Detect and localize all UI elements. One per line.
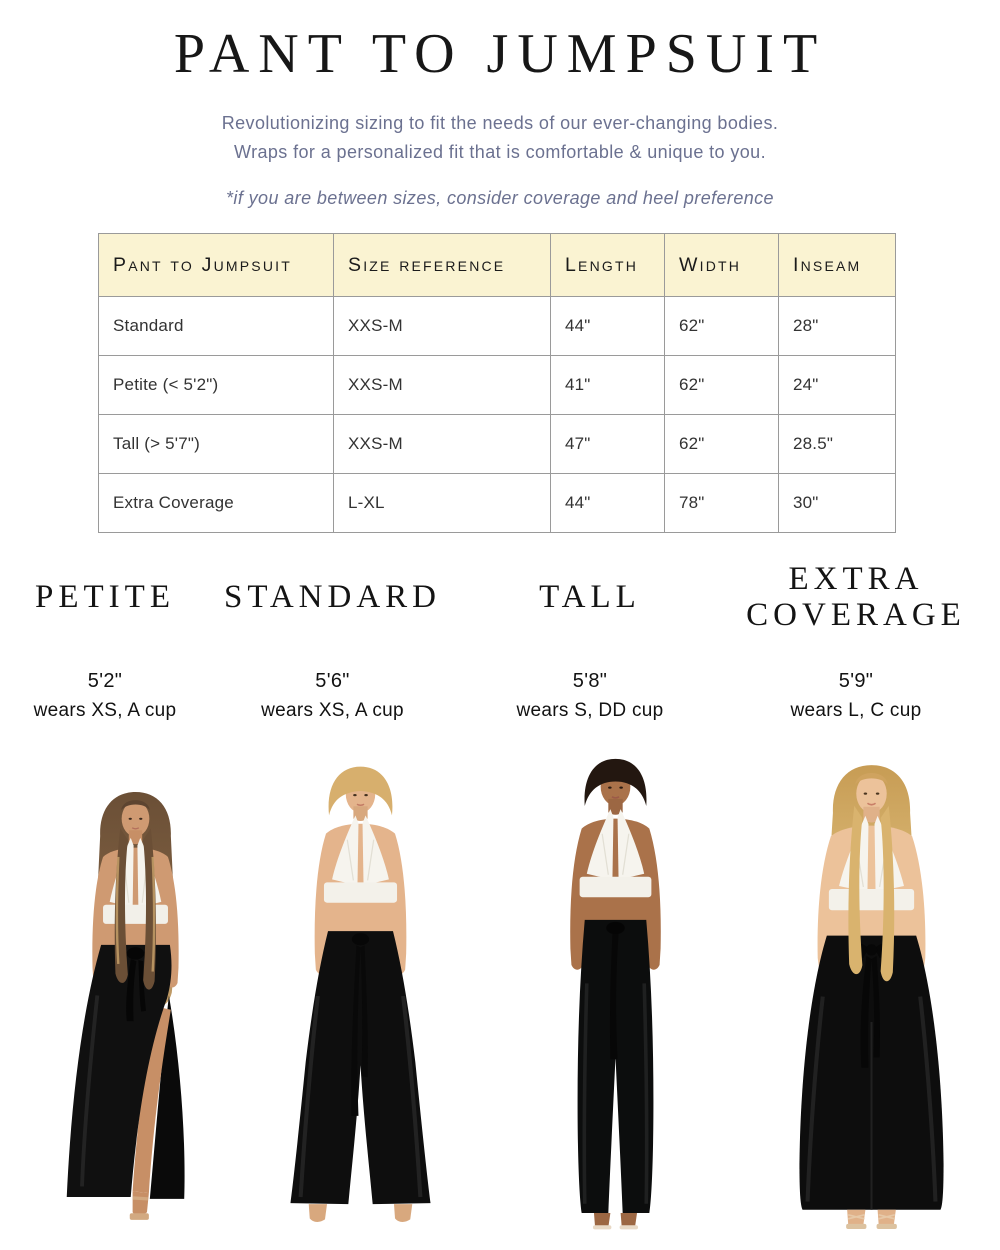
page-title: PANT TO JUMPSUIT (173, 23, 827, 85)
model-height-extra-coverage: 5'9" (838, 670, 874, 692)
table-row-tall (99, 415, 896, 474)
size-table-header-row (99, 234, 896, 297)
subtitle-line-1: Revolutionizing sizing to fit the needs of our ever-changing bodies. (221, 113, 779, 133)
cell-fit: Petite (< 5'2") (99, 356, 334, 415)
model-stats-petite (34, 670, 177, 722)
subtitle-line-2: Wraps for a personalized fit that is comfortable & unique to you. (234, 142, 766, 163)
model-photo-standard (259, 752, 462, 1230)
model-photo-petite (40, 780, 231, 1230)
halter-band (828, 889, 913, 910)
model-photo-extra-coverage (770, 753, 973, 1230)
cell-size-reference: XXS-M (334, 415, 551, 474)
cell-inseam: 24" (779, 356, 896, 415)
cell-inseam: 28.5" (779, 415, 896, 474)
eye-right (364, 794, 367, 796)
cell-width: 62" (665, 356, 779, 415)
model-stats-standard (261, 670, 404, 722)
model-height-standard: 5'6" (315, 670, 350, 692)
cell-fit: Standard (99, 297, 334, 356)
model-name-petite: PETITE (35, 579, 175, 616)
model-stats-tall (516, 670, 663, 722)
eye-right (619, 786, 622, 788)
fit-models-section (0, 548, 1000, 1250)
eye-right (875, 792, 878, 794)
heel-left (846, 1224, 866, 1229)
eye-left (353, 794, 356, 796)
cell-inseam: 30" (779, 474, 896, 533)
eye-left (128, 818, 131, 820)
model-name-tall: TALL (539, 579, 641, 616)
foot-left (309, 1204, 327, 1222)
cell-width: 78" (665, 474, 779, 533)
halter-band (324, 882, 397, 902)
waist-knot (352, 933, 369, 945)
col-header-pant-to-jumpsuit: Pant to Jumpsuit (99, 234, 334, 297)
model-section-tall (455, 548, 725, 1230)
model-wears-standard: wears XS, A cup (261, 700, 404, 721)
model-name-standard: STANDARD (223, 579, 442, 616)
model-height-petite: 5'2" (87, 670, 123, 692)
col-header-length: Length (551, 234, 665, 297)
eye-left (608, 786, 611, 788)
model-height-tall: 5'8" (572, 670, 608, 692)
subtitle (0, 109, 1000, 167)
cell-fit: Extra Coverage (99, 474, 334, 533)
col-header-size-reference: Size reference (334, 234, 551, 297)
model-stats-extra-coverage (791, 670, 922, 722)
waist-knot (606, 922, 624, 934)
model-photo-tall (513, 747, 718, 1230)
waist-knot (126, 947, 143, 959)
table-row-extra-coverage (99, 474, 896, 533)
model-photo-wrap-standard (238, 722, 483, 1230)
size-table (98, 233, 896, 533)
model-wears-extra-coverage: wears L, C cup (790, 700, 922, 721)
cell-size-reference: L-XL (334, 474, 551, 533)
foot-right (394, 1204, 412, 1222)
heel-right (619, 1225, 637, 1229)
heel-strap (132, 1198, 147, 1199)
model-section-standard (210, 548, 455, 1230)
cell-length: 47" (551, 415, 665, 474)
cell-size-reference: XXS-M (334, 297, 551, 356)
model-photo-wrap-petite (30, 722, 240, 1230)
waist-knot (865, 944, 876, 955)
model-wears-petite: wears XS, A cup (33, 700, 177, 721)
table-row-petite (99, 356, 896, 415)
cell-inseam: 28" (779, 297, 896, 356)
eye-left (863, 792, 866, 794)
foot (132, 1191, 148, 1216)
model-wears-tall: wears S, DD cup (516, 700, 664, 721)
col-header-inseam: Inseam (779, 234, 896, 297)
model-photo-wrap-tall (480, 722, 750, 1230)
col-header-width: Width (665, 234, 779, 297)
cell-length: 41" (551, 356, 665, 415)
model-section-petite (0, 548, 210, 1230)
model-section-extra-coverage (725, 548, 987, 1230)
heel-platform (129, 1213, 148, 1220)
between-sizes-note: *if you are between sizes, consider coverage and heel preference (226, 188, 774, 208)
heel-right (876, 1224, 896, 1229)
eye-right (139, 818, 142, 820)
cell-fit: Tall (> 5'7") (99, 415, 334, 474)
cell-width: 62" (665, 297, 779, 356)
model-name-extra-coverage: EXTRA COVERAGE (746, 561, 966, 633)
heel-left (592, 1225, 610, 1229)
cell-length: 44" (551, 474, 665, 533)
cell-size-reference: XXS-M (334, 356, 551, 415)
cell-width: 62" (665, 415, 779, 474)
model-photo-wrap-extra-coverage (740, 722, 1000, 1230)
cell-length: 44" (551, 297, 665, 356)
halter-band (103, 905, 168, 924)
halter-band (579, 877, 651, 898)
table-row-standard (99, 297, 896, 356)
